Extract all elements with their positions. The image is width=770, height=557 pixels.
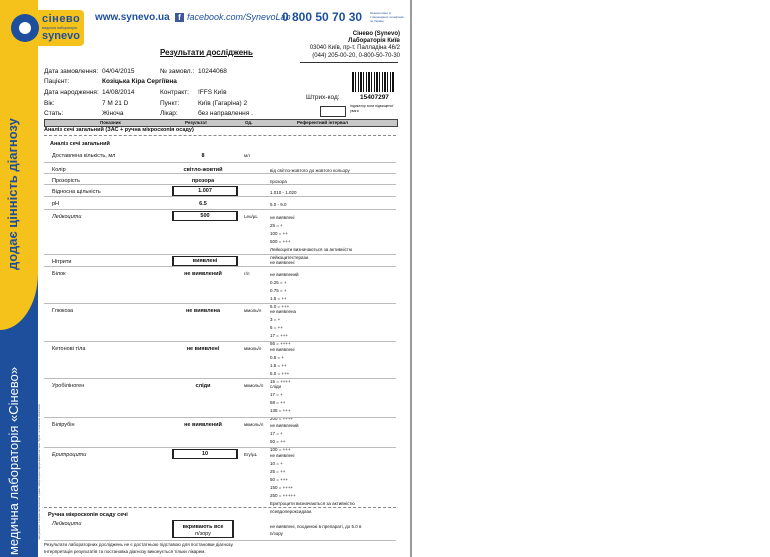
reference-line: не виявлені [270, 215, 295, 220]
reference-line: не виявлена [270, 309, 296, 314]
row-result: 8 [201, 153, 205, 159]
barcode-label: Штрих-код: [306, 94, 340, 101]
reference-line: 1.5 = ++ [270, 363, 287, 368]
row-separator [44, 341, 396, 342]
row-separator [44, 162, 396, 163]
row-unit: Leu/µL [244, 214, 258, 219]
reference-line: 17 = + [270, 392, 283, 397]
footer-divider [44, 540, 396, 541]
order-no: 10244068 [198, 68, 227, 75]
row-name: Кетонові тіла [52, 346, 86, 352]
dob: 14/08/2014 [102, 89, 135, 96]
row-separator [44, 173, 396, 174]
reference-line: лейкоцитестерази. [270, 255, 310, 260]
row-reference [270, 346, 294, 386]
doctor: без направлення . [198, 110, 253, 117]
synevo-logo [8, 10, 84, 46]
row-reference [270, 271, 299, 311]
reference-line: не виявлений [270, 423, 299, 428]
row-separator [44, 266, 396, 267]
micro-section-title: Ручна мікроскопія осаду сечі [48, 512, 128, 518]
row-name: Колір [52, 167, 66, 173]
sex: Жіноча [102, 110, 124, 117]
reference-line: псевдопероксидази. [270, 509, 313, 514]
reference-line: не виявлені [270, 347, 295, 352]
reference-line: 1.5 = ++ [270, 296, 287, 301]
reference-line: 1.010 - 1.020 [270, 190, 297, 195]
row-name: Глюкоза [52, 308, 74, 314]
dob-label: Дата народження: [44, 89, 99, 96]
footer-note-1: Результати лабораторних досліджень не є достатньою підставою для постановки діагнозу. [44, 542, 234, 547]
reference-line: 5.0 = +++ [270, 304, 290, 309]
row-unit: мкмоль/л [244, 383, 264, 388]
row-name: Доставлена кількість, мл [52, 153, 116, 159]
micro-row-name: Лейкоцити [52, 521, 82, 527]
section-title: Аналіз сечі загальний (ЗАС + ручна мікроскопія осаду) [44, 127, 194, 133]
subsection-title: Аналіз сечі загальний [50, 141, 110, 147]
row-result: 10 [172, 449, 238, 459]
reference-line: 0.25 = + [270, 280, 287, 285]
order-no-label: № замовл.: [160, 68, 195, 75]
row-separator [44, 196, 396, 197]
row-result: виявлені [172, 256, 238, 266]
vertical-note: Цей документ створено автоматично з даних лабораторної інформаційної системи. Підпис та печатка не обов'язкові. [38, 403, 41, 540]
row-name: Прозорість [52, 178, 80, 184]
org-phones: (044) 205-00-20, 0-800-50-70-30 [312, 53, 400, 59]
row-unit: ммоль/л [244, 308, 262, 313]
hotline-phone: 0 800 50 70 30 [282, 10, 363, 24]
reference-line: 5.0 - 9.0 [270, 202, 287, 207]
age-label: Вік: [44, 100, 55, 107]
hotline-note: безкоштовно зі стаціонарних телефонів по Україні [370, 11, 404, 23]
micro-row-ref [270, 523, 361, 537]
row-result: прозора [191, 178, 215, 184]
row-separator [44, 378, 396, 379]
contract: !FFS Київ [198, 89, 227, 96]
point: Київ (Гагаріна) 2 [198, 100, 248, 107]
attention-indicator-label: Індикатор зони підвищеної уваги [350, 104, 394, 113]
row-name: Відносна щільність [52, 189, 101, 195]
reference-line: 3 = + [270, 317, 281, 322]
reference-line: 56 = ++++ [270, 341, 291, 346]
row-name: Білірубін [52, 422, 75, 428]
reference-line: не виявлений [270, 272, 299, 277]
doctor-label: Лікар: [160, 110, 178, 117]
table-header [44, 119, 398, 127]
reference-line: 5.0 = +++ [270, 371, 290, 376]
row-reference [270, 422, 299, 454]
micro-ref-line2: п/зору [270, 531, 283, 536]
row-result: 6.5 [199, 201, 207, 207]
reference-line: не виявлені [270, 260, 295, 265]
page-title: Результати досліджень [160, 48, 253, 57]
reference-line: не виявлені [270, 453, 295, 458]
reference-line: 500 = +++ [270, 239, 291, 244]
age: 7 M 21 D [102, 100, 129, 107]
row-separator [44, 184, 396, 185]
micro-divider [44, 507, 396, 508]
reference-line: 25 = + [270, 223, 283, 228]
attention-indicator-box [320, 106, 346, 117]
reference-line: 6 = ++ [270, 325, 283, 330]
header-divider [300, 62, 398, 63]
row-name: Уробіліноген [52, 383, 85, 389]
reference-line: 68 = ++ [270, 400, 286, 405]
section-divider [44, 135, 396, 136]
side-band [0, 0, 38, 557]
col-result: Результат [185, 120, 208, 125]
reference-line: 0.5 = + [270, 355, 285, 360]
patient-label: Пацієнт: [44, 78, 70, 85]
side-slogan: додає цінність діагнозу [5, 118, 20, 270]
row-separator [44, 303, 396, 304]
row-unit: ммоль/л [244, 346, 262, 351]
reference-line: 25 = ++ [270, 469, 286, 474]
row-reference [270, 201, 287, 209]
logo-text-ua: сінево [42, 13, 81, 25]
logo-text-en: synevo [42, 30, 80, 42]
row-separator [44, 417, 396, 418]
row-result: 1.007 [172, 186, 238, 196]
org-name: Сінево (Synevo) [352, 31, 400, 37]
footer-note-2: Інтерпретація результатів та постановка діагнозу виконується тільки лікарем. [44, 549, 206, 554]
reference-line: 100 = ++ [270, 231, 288, 236]
row-name: Нітрити [52, 259, 72, 265]
row-result: 500 [172, 211, 238, 221]
row-result: сліди [195, 383, 211, 389]
row-result: не виявлені [186, 346, 220, 352]
row-name: pH [52, 201, 60, 207]
reference-line: 50 = ++ [270, 439, 286, 444]
order-date: 04/04/2015 [102, 68, 135, 75]
reference-line: від світло-жовтого до жовтого кольору [270, 168, 350, 173]
row-name: Лейкоцити [52, 214, 82, 220]
flower-logo-icon [11, 14, 39, 42]
row-unit: мл [244, 153, 250, 158]
reference-line: 17 = + [270, 431, 283, 436]
reference-line: 15 = ++++ [270, 379, 291, 384]
row-separator [44, 209, 396, 210]
micro-result-line1: вкривають все [182, 524, 224, 530]
micro-row-result [172, 520, 234, 538]
barcode-number: 15407297 [360, 94, 389, 101]
row-result: не виявлений [184, 271, 222, 277]
row-result: світло-жовтий [183, 167, 223, 173]
row-separator [44, 254, 396, 255]
row-unit: мкмоль/л [244, 422, 264, 427]
micro-result-line2: п/зору [195, 531, 211, 537]
row-unit: Ery/µL [244, 452, 258, 457]
facebook-icon: f [175, 13, 184, 22]
reference-line: 0.75 = + [270, 288, 287, 293]
facebook-link[interactable] [175, 12, 291, 23]
col-reference: Референтний інтервал [297, 120, 348, 125]
row-result: не виявлений [184, 422, 222, 428]
col-name: Показник [100, 120, 121, 125]
reference-line: 150 = ++++ [270, 485, 294, 490]
row-separator [44, 447, 396, 448]
reference-line: 10 = + [270, 461, 283, 466]
reference-line: прозора [270, 179, 287, 184]
order-date-label: Дата замовлення: [44, 68, 99, 75]
facebook-text: facebook.com/SynevoLab [187, 12, 291, 22]
row-reference [270, 308, 296, 348]
patient-name: Козіцька Кіра Сергіївна [102, 78, 177, 85]
reference-line: Еритроцити визначаються за активністю [270, 501, 355, 506]
barcode-icon [352, 72, 394, 92]
row-result: не виявлена [185, 308, 221, 314]
reference-line: 135 = +++ [270, 408, 291, 413]
row-name: Білок [52, 271, 66, 277]
sex-label: Стать: [44, 110, 64, 117]
reference-line: 50 = +++ [270, 477, 289, 482]
org-address: 03040 Київ, пр-т. Палладіна 46/2 [309, 45, 400, 51]
reference-line: 17 = +++ [270, 333, 289, 338]
reference-line: 250 = +++++ [270, 493, 296, 498]
col-unit: Од. [245, 120, 253, 125]
reference-line: 100 = +++ [270, 447, 291, 452]
row-name: Еритроцити [52, 452, 87, 458]
reference-line: сліди [270, 384, 282, 389]
micro-ref-line1: не виявлені, поодинокі в препараті, до 5.0 в [270, 524, 362, 529]
point-label: Пункт: [160, 100, 180, 107]
website-link[interactable]: www.synevo.ua [95, 12, 170, 23]
org-lab: Лабораторія Київ [348, 38, 400, 44]
reference-line: 200 = ++++ [270, 416, 294, 421]
logo-subtext: медична лабораторія [42, 26, 77, 30]
row-unit: г/л [244, 271, 250, 276]
side-lab-name: медична лабораторія «Сінево» [6, 366, 21, 555]
reference-line: Лейкоцити визначаються за активністю [270, 247, 353, 252]
contract-label: Контракт: [160, 89, 189, 96]
